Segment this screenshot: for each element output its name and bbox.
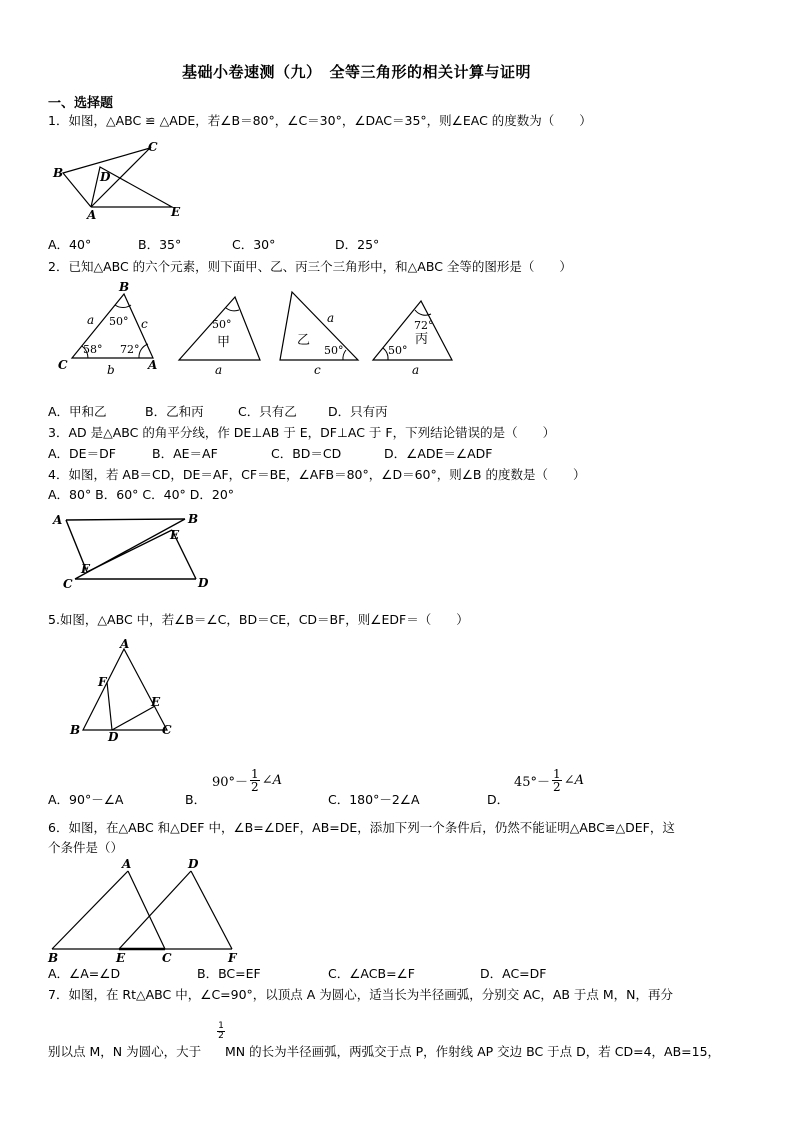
- q1-option-b: B．35°: [138, 237, 182, 252]
- q5-option-d-fraction: 1 2: [553, 767, 561, 794]
- question-6-text-line1: 6．如图，在△ABC 和△DEF 中，∠B=∠DEF，AB=DE，添加下列一个条件后，仍然不能证明△ABC≌△DEF，这: [48, 820, 675, 835]
- q1-figure: [55, 140, 195, 220]
- q2-abc-A: A: [148, 358, 158, 372]
- q5-option-a: A．90°－∠A: [48, 792, 124, 807]
- q2-yi-side-a: a: [327, 311, 335, 325]
- q5-option-d-expr: [514, 768, 584, 793]
- question-7-text-line1: 7．如图，在 Rt△ABC 中，∠C=90°，以顶点 A 为圆心，适当长为半径画弧，分别交 AC，AB 于点 M，N，再分: [48, 987, 674, 1002]
- q1-option-d: D．25°: [335, 237, 380, 252]
- q2-jia-side: a: [215, 363, 223, 377]
- q1-label-B: B: [53, 166, 64, 180]
- q1-label-D: D: [100, 170, 111, 184]
- q4-options: A．80° B．60° C．40° D．20°: [48, 487, 235, 502]
- q2-option-c: C．只有乙: [238, 404, 297, 419]
- q5-option-b-expr: [212, 768, 282, 793]
- q5-label-F: F: [98, 675, 107, 689]
- q5-label-C: C: [162, 723, 172, 737]
- q5-tri-abc: [83, 649, 167, 730]
- q3-option-a: A．DE＝DF: [48, 446, 116, 461]
- q1-option-c: C．30°: [232, 237, 276, 252]
- q6-option-d: D．AC=DF: [480, 966, 547, 981]
- q3-option-b: B．AE＝AF: [152, 446, 218, 461]
- section-heading: 一、选择题: [48, 96, 114, 111]
- q5-label-D: D: [108, 730, 119, 744]
- q5-option-d-pre: 45°－: [514, 775, 551, 790]
- q2-bing-angle-72: 72°: [414, 319, 434, 332]
- q2-abc-b: b: [107, 363, 115, 377]
- q5-option-b-post: ∠A: [261, 773, 282, 788]
- q2-jia-name: 甲: [217, 335, 231, 350]
- q1-label-E: E: [171, 205, 181, 219]
- question-6-text-line2: 个条件是（）: [48, 840, 124, 855]
- q5-figure: [65, 638, 185, 743]
- q5-option-b-pre: 90°－: [212, 775, 249, 790]
- q4-figure: [50, 510, 220, 590]
- q5-option-b-label: B．: [185, 792, 207, 807]
- q2-bing-angle-50: 50°: [388, 344, 408, 357]
- question-5-text: 5.如图，△ABC 中，若∠B＝∠C，BD＝CE，CD＝BF，则∠EDF＝（ ）: [48, 612, 469, 627]
- q2-abc-c: c: [141, 317, 148, 331]
- q2-abc-a: a: [87, 313, 95, 327]
- q2-jia-angle: 50°: [212, 318, 232, 331]
- q6-label-C: C: [162, 951, 172, 965]
- q2-abc-angA: 72°: [120, 343, 140, 356]
- q2-option-d: D．只有丙: [328, 404, 388, 419]
- q2-figure: [55, 280, 465, 380]
- q6-label-F: F: [228, 951, 237, 965]
- q2-yi-name: 乙: [297, 333, 311, 348]
- q6-figure: [46, 855, 246, 967]
- question-3-text: 3．AD 是△ABC 的角平分线，作 DE⊥AB 于 E，DF⊥AC 于 F，下列结论错误的是（ ）: [48, 425, 556, 440]
- q4-label-C: C: [63, 577, 73, 591]
- q5-label-E: E: [151, 695, 161, 709]
- page-title: 基础小卷速测（九） 全等三角形的相关计算与证明: [182, 63, 532, 81]
- q2-option-a: A．甲和乙: [48, 404, 107, 419]
- q6-label-D: D: [188, 857, 199, 871]
- q5-label-A: A: [120, 637, 130, 651]
- q4-label-F: F: [81, 562, 90, 576]
- q2-abc-angB: 50°: [109, 315, 129, 328]
- q7-half-fraction: 1 2: [218, 1021, 224, 1041]
- q6-option-c: C．∠ACB=∠F: [328, 966, 415, 981]
- q4-label-A: A: [53, 513, 63, 527]
- q2-yi-side-c: c: [314, 363, 321, 377]
- q5-option-d-post: ∠A: [563, 773, 584, 788]
- q2-abc-B: B: [119, 280, 130, 294]
- q1-label-C: C: [148, 140, 158, 154]
- q6-option-a: A．∠A=∠D: [48, 966, 121, 981]
- q6-label-A: A: [122, 857, 132, 871]
- question-2-text: 2．已知△ABC 的六个元素，则下面甲、乙、丙三个三角形中，和△ABC 全等的图形是（ ）: [48, 259, 572, 274]
- q4-label-E: E: [170, 528, 180, 542]
- q5-label-B: B: [70, 723, 81, 737]
- question-7-text-line2-post: MN 的长为半径画弧，两弧交于点 P，作射线 AP 交边 BC 于点 D，若 CD=4，AB=15，: [225, 1044, 721, 1059]
- q2-abc-C: C: [58, 358, 68, 372]
- q2-tri-yi: [280, 292, 358, 360]
- q5-option-b-fraction: 1 2: [251, 767, 259, 794]
- q2-abc-angC: 58°: [83, 343, 103, 356]
- q6-label-B: B: [48, 951, 59, 965]
- q1-label-A: A: [87, 208, 97, 222]
- q2-yi-angle: 50°: [324, 344, 344, 357]
- q2-bing-name: 丙: [415, 332, 429, 347]
- q6-label-E: E: [116, 951, 126, 965]
- q5-option-d-label: D．: [487, 792, 510, 807]
- question-4-text: 4．如图，若 AB＝CD，DE＝AF，CF＝BE，∠AFB＝80°，∠D＝60°，则∠B 的度数是（ ）: [48, 467, 586, 482]
- q2-option-b: B．乙和丙: [145, 404, 204, 419]
- q2-tri-bing: [373, 301, 452, 360]
- q4-label-D: D: [198, 576, 209, 590]
- q1-option-a: A．40°: [48, 237, 92, 252]
- q5-option-c: C．180°－2∠A: [328, 792, 420, 807]
- q4-label-B: B: [188, 512, 199, 526]
- q6-option-b: B．BC=EF: [197, 966, 261, 981]
- question-7-text-line2-pre: 别以点 M，N 为圆心，大于: [48, 1044, 202, 1059]
- question-1-text: 1．如图，△ABC ≌ △ADE，若∠B＝80°，∠C＝30°，∠DAC＝35°，则∠EAC 的度数为（ ）: [48, 113, 592, 128]
- q2-bing-side: a: [412, 363, 420, 377]
- q3-option-d: D．∠ADE＝∠ADF: [384, 446, 493, 461]
- q3-option-c: C．BD＝CD: [271, 446, 342, 461]
